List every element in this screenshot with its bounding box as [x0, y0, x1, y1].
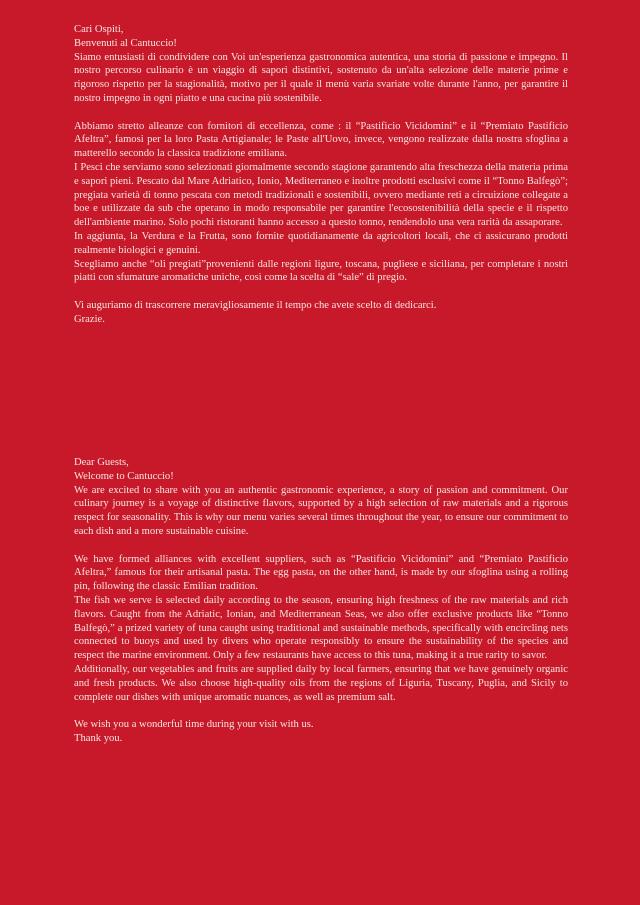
italian-salutation: Cari Ospiti,: [74, 24, 124, 35]
italian-closing-block: [74, 299, 568, 327]
english-paragraph-2: We have formed alliances with excellent suppliers, such as “Pastificio Vicidomini” and “Premiato Pastificio Afeltra,” famous for their artisanal pasta. The egg pasta, on the other hand, is made by our sfoglina using a rolling pin, following the classic Emilian tradition.: [74, 553, 568, 593]
english-closing-block: [74, 718, 568, 746]
italian-thanks: Grazie.: [74, 313, 105, 325]
italian-paragraph-2: Abbiamo stretto alleanze con fornitori di eccellenza, come : il “Pastificio Vicidomini” e il “Premiato Pastificio Afeltra”, famosi per la loro Pasta Artigianale; le Paste all'Uovo, invece, vengono realizzate dalla nostra sfoglina a matterello secondo la classica tradizione emiliana.: [74, 120, 568, 160]
english-paragraph-1: We are excited to share with you an authentic gastronomic experience, a story of passion and commitment. Our culinary journey is a voyage of distinctive flavors, supported by a high selection of raw materials and a rigorous respect for seasonality. This is why our menu varies several times throughout the year, to ensure our commitment to each dish and a more sustainable cuisine.: [74, 484, 568, 537]
italian-paragraph-1: Siamo entusiasti di condividere con Voi un'esperienza gastronomica autentica, una storia di passione e impegno. Il nostro percorso culinario è un viaggio di sapori distintivi, sostenuto da un'alta selezione delle materie prime e rigoroso rispetto per la stagionalità, motivo per il quale il menù varia svariate volte durante l'anno, per garantire il nostro impegno in ogni piatto e una cucina più sostenibile.: [74, 51, 568, 104]
italian-paragraph-3: I Pesci che serviamo sono selezionati giornalmente secondo stagione garantendo alta freschezza della materia prima e sapori pieni. Pescato dal Mare Adriatico, Ionio, Mediterraneo e inoltre prodotti esclusivi come il “Tonno Balfegò”; pregiata varietà di tonno pescata con metodi tradizionali e sostenibili, ovvero mediante reti a circuizione collegate a boe e utilizzate da sub che operano in modo responsabile per garantire l'ecosostenibilità della specie e il rispetto dell'ambiente marino. Solo pochi ristoranti hanno accesso a questo tonno, rendendolo una vera rarità da assaporare.: [74, 161, 568, 229]
italian-paragraph-5: Scegliamo anche “oli pregiati”provenienti dalle regioni ligure, toscana, pugliese e siciliana, per completare i nostri piatti con sfumature aromatiche uniche, così come la scelta di “sale” di pregio.: [74, 258, 568, 284]
english-closing: We wish you a wonderful time during your visit with us.: [74, 719, 314, 731]
italian-paragraph-intro: [74, 51, 568, 106]
english-paragraph-4: Additionally, our vegetables and fruits are supplied daily by local farmers, ensuring that we have genuinely organic and fresh products. We also choose high-quality oils from the regions of Liguria, Tuscany, Puglia, and Sicily to complete our dishes with unique aromatic nuances, as well as premium salt.: [74, 663, 568, 703]
english-welcome: Welcome to Cantuccio!: [74, 470, 174, 482]
english-paragraph-intro: [74, 484, 568, 539]
english-salutation: Dear Guests,: [74, 457, 129, 468]
italian-paragraph-suppliers: [74, 120, 568, 286]
italian-letter: [74, 23, 568, 327]
italian-welcome: Benvenuti al Cantuccio!: [74, 37, 177, 49]
english-letter: [74, 456, 568, 746]
italian-paragraph-4: In aggiunta, la Verdura e la Frutta, sono fornite quotidianamente da agricoltori locali, che ci assicurano prodotti realmente biologici e genuini.: [74, 230, 568, 256]
english-thanks: Thank you.: [74, 732, 123, 744]
english-paragraph-suppliers: [74, 553, 568, 705]
english-paragraph-3: The fish we serve is selected daily according to the season, ensuring high freshness of the raw materials and rich flavors. Caught from the Adriatic, Ionian, and Mediterranean Seas, we also offer exclusive products like “Tonno Balfegò,” a prized variety of tuna caught using traditional and sustainable methods, specifically with encircling nets connected to buoys and used by divers who operate responsibly to ensure the sustainability of the species and respect the marine environment. Only a few restaurants have access to this tuna, making it a true rarity to savor.: [74, 594, 568, 662]
italian-closing: Vi auguriamo di trascorrere meravigliosamente il tempo che avete scelto di dedicarci.: [74, 299, 437, 311]
